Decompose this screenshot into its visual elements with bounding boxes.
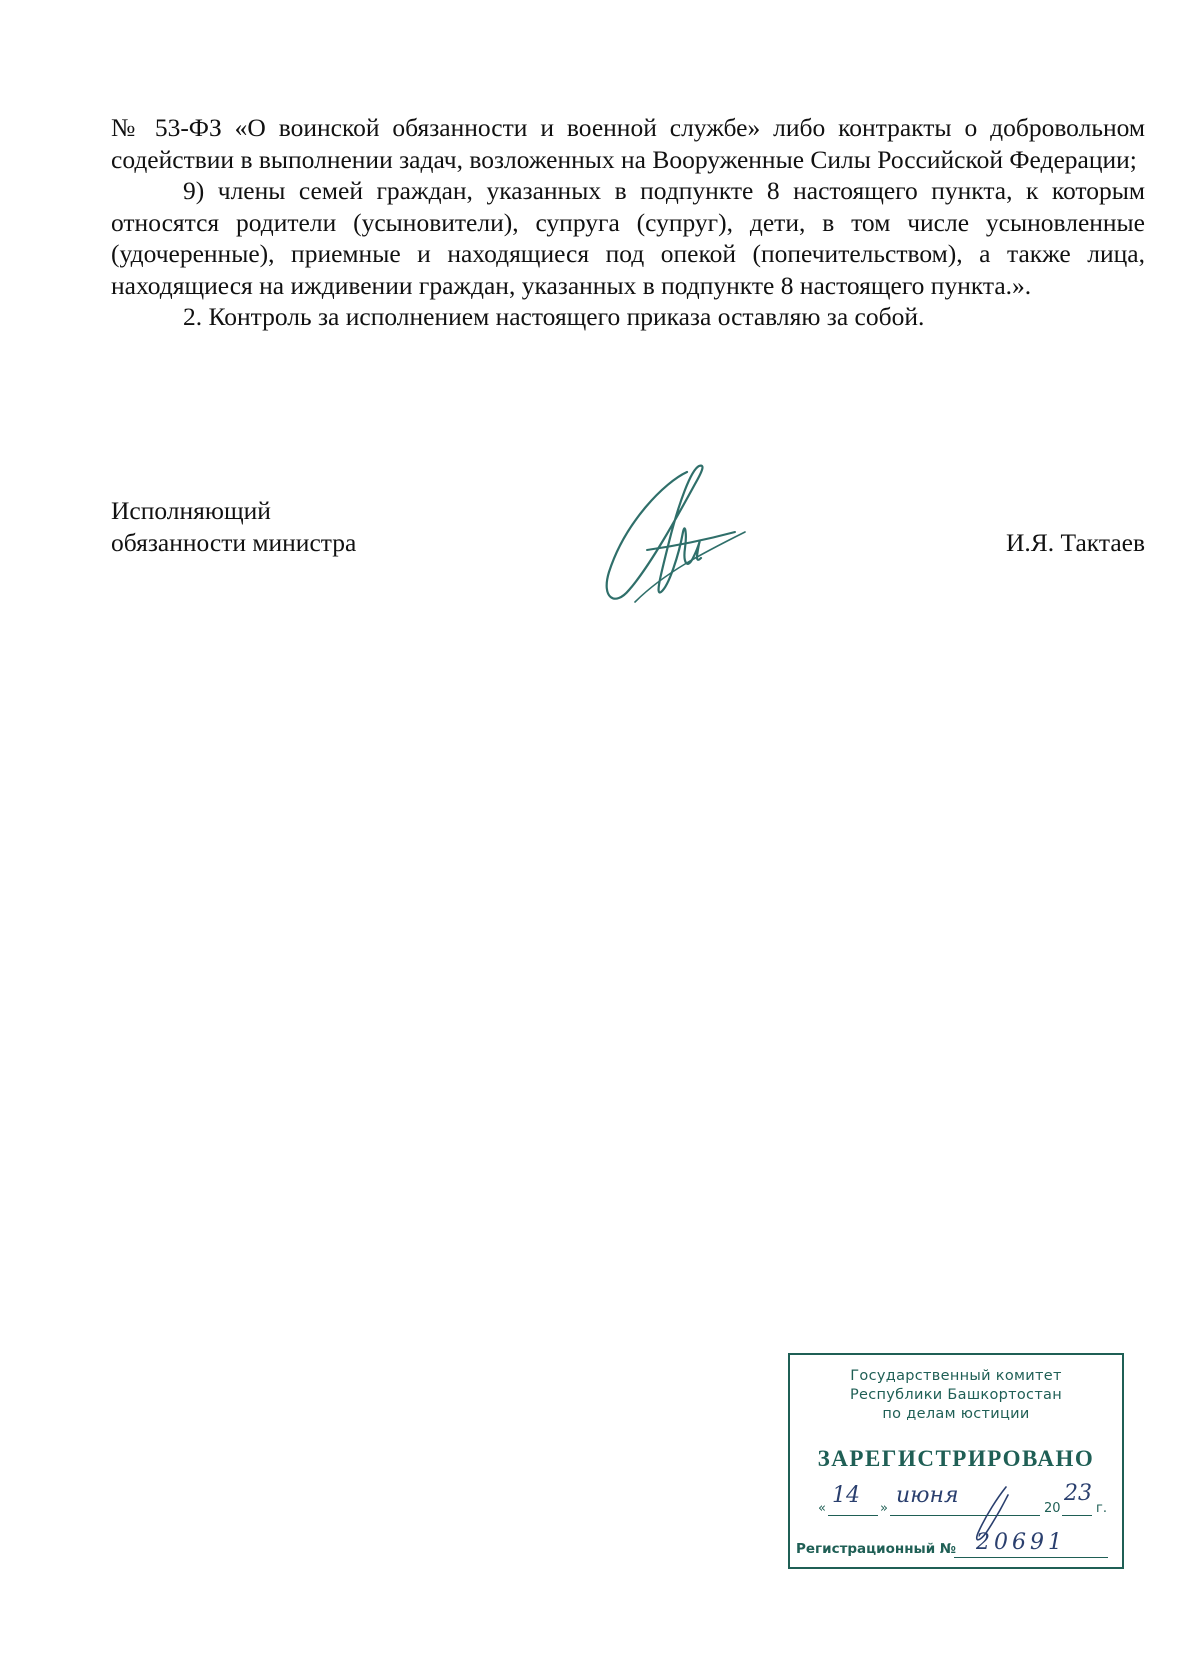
stamp-registration-label: Регистрационный № (796, 1541, 957, 1557)
paragraph-contract-continuation: № 53-ФЗ «О воинской обязанности и военной службе» либо контракты о добровольном содействии в выполнении задач, возложенных на Вооруженные Силы Российской Федерации; (111, 113, 1145, 174)
stamp-year-underline (1062, 1515, 1092, 1516)
signer-position (111, 495, 356, 559)
stamp-day: 14 (832, 1483, 860, 1508)
signer-position-line1: Исполняющий (111, 496, 271, 525)
handwritten-signature (595, 462, 770, 637)
stamp-registration-line (796, 1531, 1116, 1561)
stamp-year-suffix: 23 (1064, 1481, 1092, 1506)
stamp-org-line3: по делам юстиции (882, 1406, 1030, 1422)
stamp-registration-underline (954, 1557, 1108, 1558)
stamp-year-prefix: 20 (1044, 1501, 1061, 1516)
registration-stamp (788, 1353, 1124, 1569)
document-body (111, 112, 1145, 333)
paragraph-control-clause: 2. Контроль за исполнением настоящего приказа оставляю за собой. (183, 302, 925, 331)
stamp-registration-number: 20691 (976, 1530, 1066, 1555)
stamp-quote-open: « (818, 1501, 826, 1516)
stamp-quote-close: » (880, 1501, 888, 1516)
stamp-month: июня (896, 1483, 959, 1508)
stamp-org-line1: Государственный комитет (850, 1368, 1062, 1384)
stamp-year-unit: г. (1096, 1501, 1107, 1516)
stamp-org-line2: Республики Башкортостан (849, 1387, 1063, 1403)
paragraph-item-9: 9) члены семей граждан, указанных в подпункте 8 настоящего пункта, к которым относятся родители (усыновители), супруга (супруг), дети, в том числе усыновленные (удочеренные), приемные и находящиеся под опекой (попечительством), а также лица, находящиеся на иждивении граждан, указанных в подпункте 8 настоящего пункта.». (111, 176, 1145, 300)
signer-name: И.Я. Тактаев (1006, 528, 1145, 557)
stamp-status: ЗАРЕГИСТРИРОВАНО (817, 1446, 1095, 1471)
signer-position-line2: обязанности министра (111, 528, 357, 557)
stamp-day-underline (828, 1515, 878, 1516)
stamp-organization (790, 1367, 1122, 1424)
